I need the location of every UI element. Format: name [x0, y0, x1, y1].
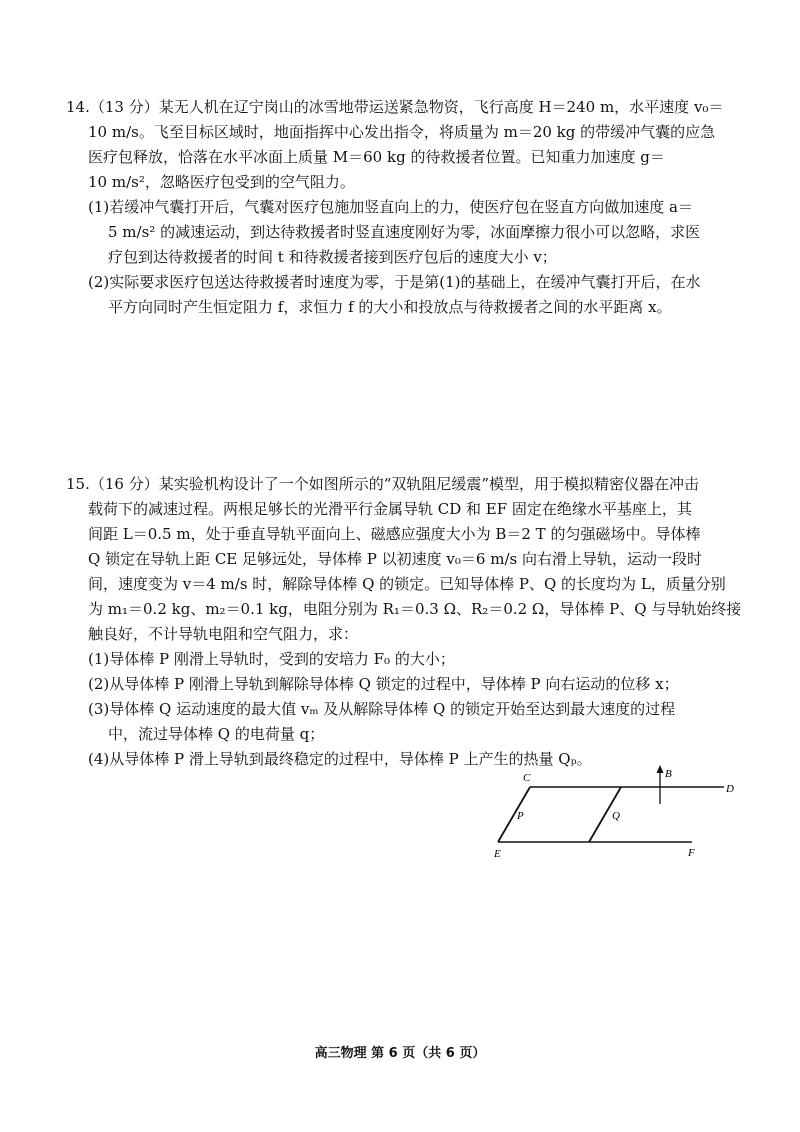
q15-line: 载荷下的减速过程。两根足够长的光滑平行金属导轨 CD 和 EF 固定在绝缘水平基座上，其 — [88, 500, 692, 518]
label-e: E — [494, 848, 501, 860]
label-p: P — [517, 810, 524, 822]
label-f: F — [688, 847, 695, 859]
q14-line: (1)若缓冲气囊打开后，气囊对医疗包施加竖直向上的力，使医疗包在竖直方向做加速度 a＝ — [88, 198, 693, 216]
q14-line: 10 m/s²，忽略医疗包受到的空气阻力。 — [88, 173, 355, 191]
q15-line: Q 锁定在导轨上距 CE 足够远处，导体棒 P 以初速度 v₀＝6 m/s 向右滑上导轨，运动一段时 — [88, 550, 702, 568]
arrowhead-icon — [657, 765, 664, 773]
label-c: C — [523, 772, 531, 784]
q15-line: 间距 L＝0.5 m，处于垂直导轨平面向上、磁感应强度大小为 B＝2 T 的匀强磁场中。导体棒 — [88, 525, 701, 543]
label-q: Q — [612, 810, 620, 822]
q15-line: 间，速度变为 v＝4 m/s 时，解除导体棒 Q 的锁定。已知导体棒 P、Q 的长度均为 L，质量分别 — [88, 575, 726, 593]
q14-line: 医疗包释放，恰落在水平冰面上质量 M＝60 kg 的待救援者位置。已知重力加速度 g＝ — [88, 148, 665, 166]
page-footer: 高三物理 第 6 页（共 6 页） — [314, 1046, 486, 1061]
label-d: D — [726, 783, 734, 795]
rod-p — [498, 787, 530, 842]
q14-line: 14.（13 分）某无人机在辽宁岗山的冰雪地带运送紧急物资，飞行高度 H＝240 m，水平速度 v₀＝ — [66, 98, 724, 116]
q15-line: 触良好，不计导轨电阻和空气阻力，求： — [88, 625, 359, 643]
q15-line: 为 m₁＝0.2 kg、m₂＝0.1 kg，电阻分别为 R₁＝0.3 Ω、R₂＝0.2 Ω，导体棒 P、Q 与导轨始终接 — [88, 600, 742, 618]
label-b: B — [665, 768, 672, 780]
q15-line: (4)从导体棒 P 滑上导轨到最终稳定的过程中，导体棒 P 上产生的热量 Qₚ。 — [88, 750, 592, 768]
q15-line: (3)导体棒 Q 运动速度的最大值 vₘ 及从解除导体棒 Q 的锁定开始至达到最大速度的过程 — [88, 700, 676, 718]
q14-line: 10 m/s。飞至目标区域时，地面指挥中心发出指令，将质量为 m＝20 kg 的带缓冲气囊的应急 — [88, 123, 716, 141]
rail-diagram — [488, 762, 748, 862]
q14-line: 5 m/s² 的减速运动，到达待救援者时竖直速度刚好为零，冰面摩擦力很小可以忽略，求医 — [108, 223, 701, 241]
q14-line: 疗包到达待救援者的时间 t 和待救援者接到医疗包后的速度大小 v； — [108, 248, 557, 266]
q14-line: (2)实际要求医疗包送达待救援者时速度为零，于是第(1)的基础上，在缓冲气囊打开后，在水 — [88, 273, 701, 291]
q15-line: 中，流过导体棒 Q 的电荷量 q； — [108, 725, 325, 743]
q15-line: (2)从导体棒 P 刚滑上导轨到解除导体棒 Q 锁定的过程中，导体棒 P 向右运动的位移 x； — [88, 675, 679, 693]
q15-line: 15.（16 分）某实验机构设计了一个如图所示的“双轨阻尼缓震”模型，用于模拟精密仪器在冲击 — [66, 475, 700, 493]
q14-line: 平方向同时产生恒定阻力 f，求恒力 f 的大小和投放点与待救援者之间的水平距离 x。 — [108, 298, 672, 316]
q15-line: (1)导体棒 P 刚滑上导轨时，受到的安培力 F₀ 的大小； — [88, 650, 455, 668]
